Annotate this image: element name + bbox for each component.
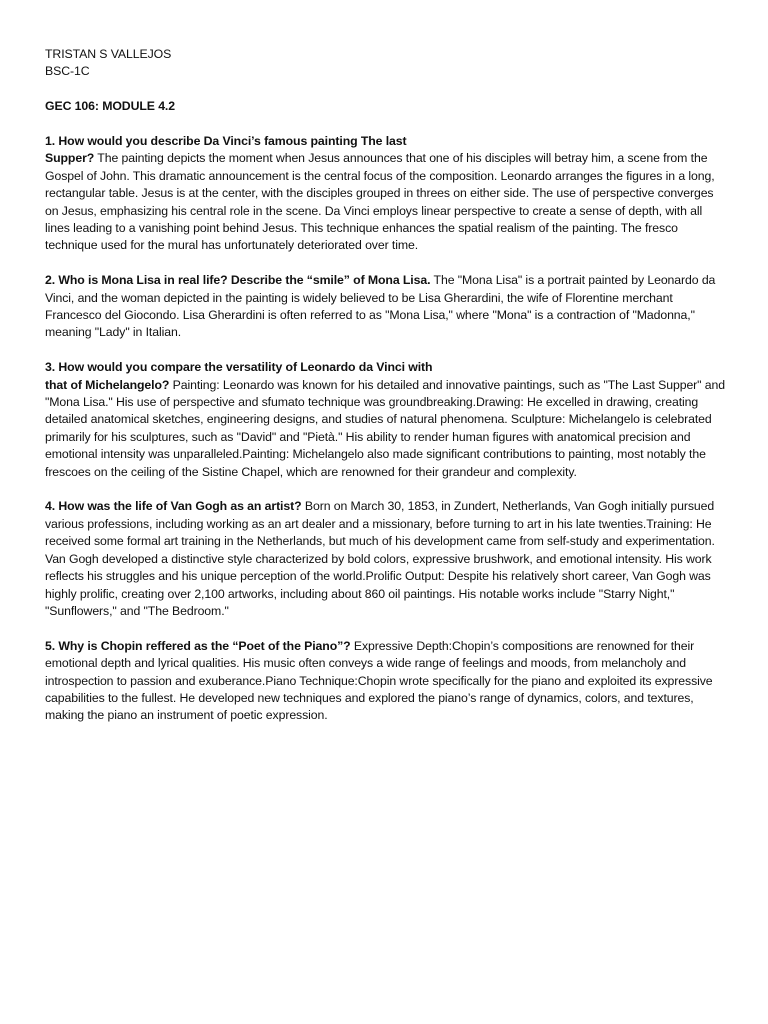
question-3-heading-line1: 3. How would you compare the versatility of Leonardo da Vinci with (45, 360, 433, 375)
question-2-block (45, 272, 725, 342)
question-4-block (45, 498, 725, 620)
answer-1-text: The painting depicts the moment when Jesus announces that one of his disciples will betray him, a scene from the Gospel of John. This dramatic announcement is the central focus of the composition. Leonardo arranges the figures in a long, rectangular table. Jesus is at the center, with the disciples grouped in threes on either side. The use of perspective converges on Jesus, emphasizing his central role in the scene. Da Vinci employs linear perspective to create a sense of depth, with all lines leading to a vanishing point behind Jesus. This technique enhances the spatial realism of the painting. The fresco technique used for the mural has unfortunately deteriorated over time. (45, 151, 715, 253)
student-section: BSC-1C (45, 64, 90, 79)
question-1-heading-line1: 1. How would you describe Da Vinci’s famous painting The last (45, 134, 407, 148)
question-2-heading: 2. Who is Mona Lisa in real life? Describe the “smile” of Mona Lisa. (45, 273, 431, 288)
question-3-heading-line2: that of Michelangelo? (45, 377, 170, 392)
question-1-block (45, 133, 725, 255)
spacer (45, 342, 725, 359)
spacer (45, 81, 725, 98)
question-1-heading-line2: Supper? (45, 151, 95, 166)
student-name: TRISTAN S VALLEJOS (45, 47, 172, 61)
spacer (45, 481, 725, 498)
answer-3-text: Painting: Leonardo was known for his detailed and innovative paintings, such as "The Last Supper" and "Mona Lisa." His use of perspective and sfumato technique was groundbreaking.Drawing: He excelled in drawing, creating detailed anatomical sketches, engineering designs, and studies of natural phenomena. Sculpture: Michelangelo is celebrated primarily for his sculptures, such as "David" and "Pietà." His ability to render human figures with anatomical precision and emotional intensity was unparalleled.Painting: Michelangelo also made significant contributions to painting, most notably the frescoes on the ceiling of the Sistine Chapel, which are renowned for their grandeur and complexity. (45, 377, 725, 479)
question-5-block (45, 638, 725, 725)
module-title: GEC 106: MODULE 4.2 (45, 99, 175, 114)
answer-2-text: The "Mona Lisa" is a portrait painted by Leonardo da Vinci, and the woman depicted in the painting is widely believed to be Lisa Gherardini, the wife of Florentine merchant Francesco del Giocondo. Lisa Gherardini is often referred to as "Mona Lisa," where "Mona" is a contraction of "Madonna," meaning "Lady" in Italian. (45, 273, 716, 340)
question-3-block (45, 359, 725, 481)
spacer (45, 620, 725, 637)
spacer (45, 255, 725, 272)
answer-5-text: Expressive Depth:Chopin’s compositions are renowned for their emotional depth and lyrical qualities. His music often conveys a wide range of feelings and moods, from melancholy and introspection to passion and exuberance.Piano Technique:Chopin wrote specifically for the piano and exploited its expressive capabilities to the fullest. He developed new techniques and explored the piano’s range of dynamics, colors, and textures, making the piano an instrument of poetic expression. (45, 638, 713, 723)
spacer (45, 116, 725, 133)
answer-4-text: Born on March 30, 1853, in Zundert, Netherlands, Van Gogh initially pursued various professions, including working as an art dealer and a missionary, before turning to art in his late twenties.Training: He received some formal art training in the Netherlands, but much of his development came from self-study and experimentation. Van Gogh developed a distinctive style characterized by bold colors, expressive brushwork, and emotional intensity. His work reflects his struggles and his unique perception of the world.Prolific Output: Despite his relatively short career, Van Gogh was highly prolific, creating over 2,100 artworks, including about 860 oil paintings. His notable works include "Starry Night," "Sunflowers," and "The Bedroom." (45, 499, 715, 618)
document-page (45, 46, 725, 725)
question-5-heading: 5. Why is Chopin reffered as the “Poet of the Piano”? (45, 638, 351, 653)
question-4-heading: 4. How was the life of Van Gogh as an artist? (45, 499, 302, 514)
